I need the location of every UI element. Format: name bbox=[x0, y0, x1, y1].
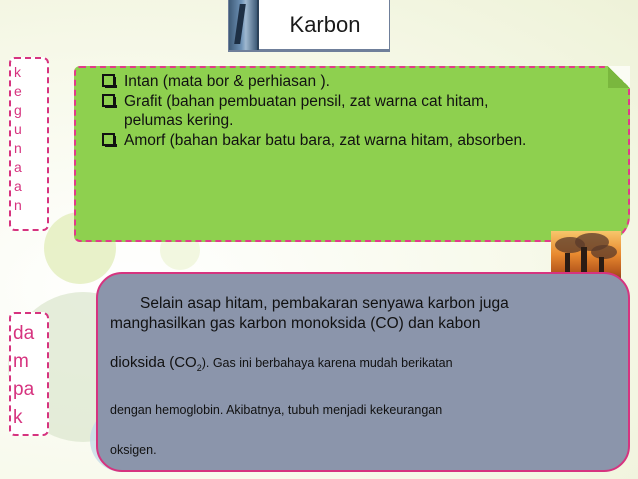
side-syllable: k bbox=[13, 407, 23, 428]
impact-box bbox=[96, 272, 630, 472]
list-item-continuation bbox=[86, 111, 626, 131]
list-item bbox=[86, 72, 626, 92]
side-syllable: pa bbox=[13, 379, 35, 400]
side-label-kegunaan bbox=[9, 57, 49, 231]
list-item-text: Grafit (bahan pembuatan pensil, zat warna cat hitam, bbox=[124, 92, 489, 110]
slide-title: Karbon bbox=[289, 12, 361, 37]
checkbox-bullet-icon bbox=[102, 74, 115, 87]
list-item bbox=[86, 92, 626, 112]
title-box bbox=[228, 0, 390, 50]
impact-line: oksigen. bbox=[110, 443, 157, 457]
impact-line: Selain asap hitam, pembakaran senyawa karbon juga bbox=[140, 295, 509, 312]
list-item-text: Intan (mata bor & perhiasan ). bbox=[124, 73, 330, 90]
side-letter: a bbox=[14, 178, 22, 194]
list-item bbox=[86, 131, 626, 151]
impact-line: dengan hemoglobin. Akibatnya, tubuh menjadi kekeurangan bbox=[110, 403, 443, 417]
side-syllable: da bbox=[13, 323, 35, 344]
list-item-text: Amorf (bahan bakar batu bara, zat warna hitam, absorben. bbox=[124, 131, 527, 149]
impact-line: manghasilkan gas karbon monoksida (CO) dan kabon bbox=[110, 315, 481, 332]
smoke-plume bbox=[591, 245, 617, 259]
list-item-text: pelumas kering. bbox=[124, 112, 234, 129]
checkbox-bullet-icon bbox=[102, 94, 115, 107]
side-letter: n bbox=[14, 140, 22, 156]
uses-box bbox=[74, 66, 630, 242]
impact-text-start: dioksida (CO bbox=[110, 354, 197, 371]
impact-text-end: ). Gas ini berbahaya karena mudah berikatan bbox=[201, 356, 453, 370]
title-underline bbox=[228, 50, 390, 52]
side-letter: e bbox=[14, 83, 22, 99]
side-syllable: m bbox=[13, 351, 29, 372]
subscript-2: 2 bbox=[196, 363, 202, 373]
side-letter: a bbox=[14, 159, 22, 175]
side-letter: k bbox=[14, 64, 21, 80]
impact-text bbox=[110, 294, 620, 459]
book-icon bbox=[229, 0, 259, 50]
side-letter: u bbox=[14, 121, 22, 137]
side-label-dampak bbox=[9, 312, 49, 436]
checkbox-bullet-icon bbox=[102, 133, 115, 146]
impact-line bbox=[110, 354, 620, 377]
side-letter: n bbox=[14, 197, 22, 213]
uses-list bbox=[86, 72, 626, 150]
side-letter: g bbox=[14, 102, 22, 118]
